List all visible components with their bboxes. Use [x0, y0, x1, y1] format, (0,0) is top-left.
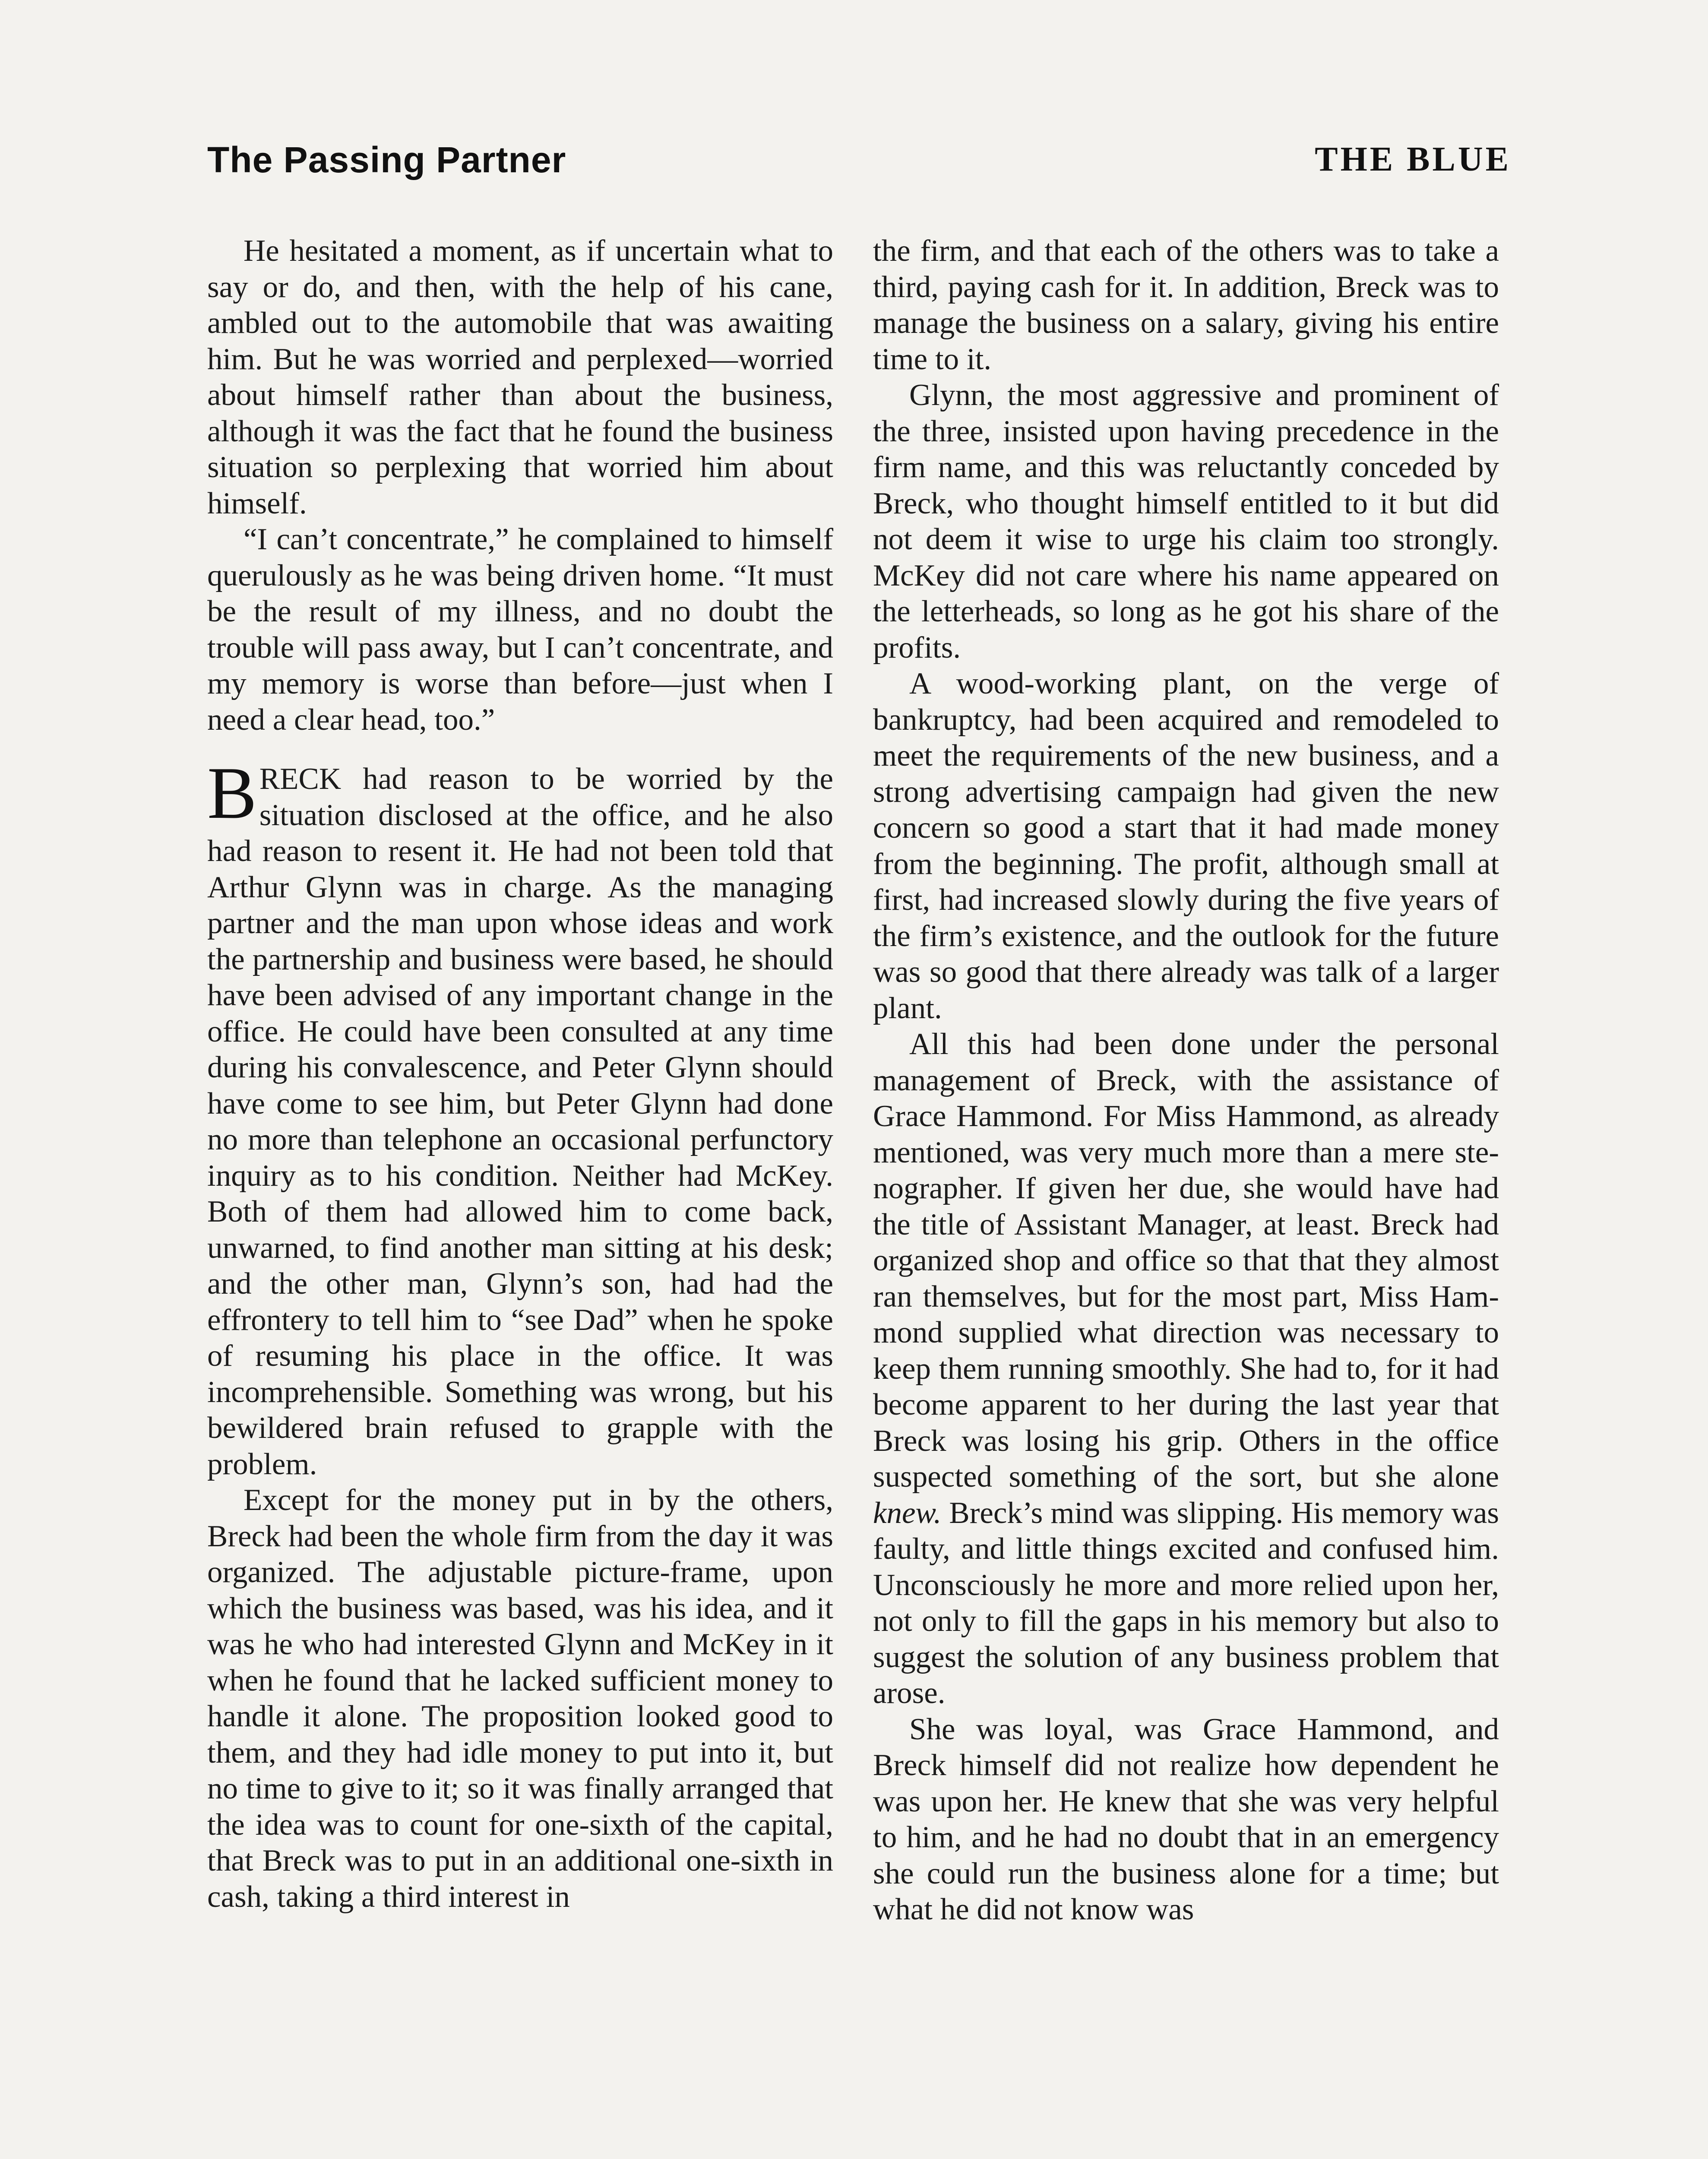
paragraph: He hesitated a moment, as if uncertain what to say or do, and then, with the help of his cane, ambled out to the automobile that was awaiting him. But he was worried and perplexed—worried about himself rather than about the business, although it was the fact that he found the business situation so perplexing that worried him about himself. — [207, 234, 833, 520]
paragraph-text: RECK had reason to be worried by the situation disclosed at the office, and he also had reason to resent it. He had not been told that Arthur Glynn was in charge. As the managing partner and the man upon whose ideas and work the partnership and business were based, he should have been advised of any important change in the office. He could have been consulted at any time during his convalescence, and Peter Glynn should have come to see him, but Peter Glynn had done no more than telephone an occasional perfunctory inquiry as to his condition. Neither had McKey. Both of them had allowed him to come back, unwarned, to find another man sitting at his desk; and the other man, Glynn’s son, had had the effrontery to tell him to “see Dad” when he spoke of resuming his place in the office. It was incomprehensible. Something was wrong, but his bewildered brain refused to grapple with the problem. — [207, 762, 833, 1481]
continued-paragraph: the firm, and that each of the others was to take a third, paying cash for it. In addition, Breck was to manage the business on a salary, giving his entire time to it. — [873, 234, 1499, 376]
paragraph-text: Breck’s mind was slipping. His memory was faulty, and little things excited and confused him. Unconsciously he more and more relied upon her, not only to fill the gaps in his memory but also to suggest the solution of any business problem that arose. — [873, 1496, 1499, 1710]
drop-cap: B — [207, 752, 257, 834]
paragraph: She was loyal, was Grace Hammond, and Breck himself did not realize how dependent he was upon her. He knew that she was very helpful to him, and he had no doubt that in an emergency she could run the business alone for a time; but what he did not know was — [873, 1712, 1499, 1926]
paragraph: Except for the money put in by the others, Breck had been the whole firm from the day it was organized. The adjustable picture-frame, upon which the business was based, was his idea, and it was he who had interested Glynn and McKey in it when he found that he lacked sufficient money to handle it alone. The proposition looked good to them, and they had idle money to put into it, but no time to give to it; so it was finally arranged that the idea was to count for one-sixth of the capital, that Breck was to put in an additional one-sixth in cash, taking a third interest in — [207, 1483, 833, 1914]
right-column — [873, 233, 1499, 1928]
paragraph-text: All this had been done under the personal management of Breck, with the assistance of Grace Hammond. For Miss Hammond, as already mentioned, was very much more than a mere stenographer. If given her due, she would have had the title of Assistant Manager, at least. Breck had organized shop and office so that that they almost ran themselves, but for the most part, Miss Hammond supplied what direction was necessary to keep them running smoothly. She had to, for it had become apparent to her during the last year that Breck was losing his grip. Others in the office suspected something of the sort, but she alone — [873, 1027, 1499, 1494]
paragraph: Glynn, the most aggressive and prominent of the three, insisted upon having precedence in the firm name, and this was reluctantly conceded by Breck, who thought himself entitled to it but did not deem it wise to urge his claim too strongly. McKey did not care where his name appeared on the letterheads, so long as he got his share of the profits. — [873, 378, 1499, 665]
section-opening-paragraph — [207, 752, 833, 1482]
paragraph — [873, 1026, 1499, 1712]
paragraph: “I can’t concentrate,” he complained to himself querulously as he was being driven home. “It must be the result of my illness, and no doubt the trouble will pass away, but I can’t concentrate, and my memory is worse than before—just when I need a clear head, too.” — [207, 522, 833, 737]
paragraph: A wood-working plant, on the verge of bankruptcy, had been acquired and remodeled to meet the requirements of the new business, and a strong advertising campaign had given the new concern so good a start that it had made money from the beginning. The profit, although small at first, had increased slowly during the five years of the firm’s existence, and the outlook for the future was so good that there already was talk of a larger plant. — [873, 667, 1499, 1025]
magazine-title: THE BLUE — [1315, 140, 1511, 178]
left-column — [207, 233, 833, 1915]
story-title: The Passing Partner — [207, 139, 566, 180]
italic-emphasis: knew. — [873, 1496, 942, 1530]
